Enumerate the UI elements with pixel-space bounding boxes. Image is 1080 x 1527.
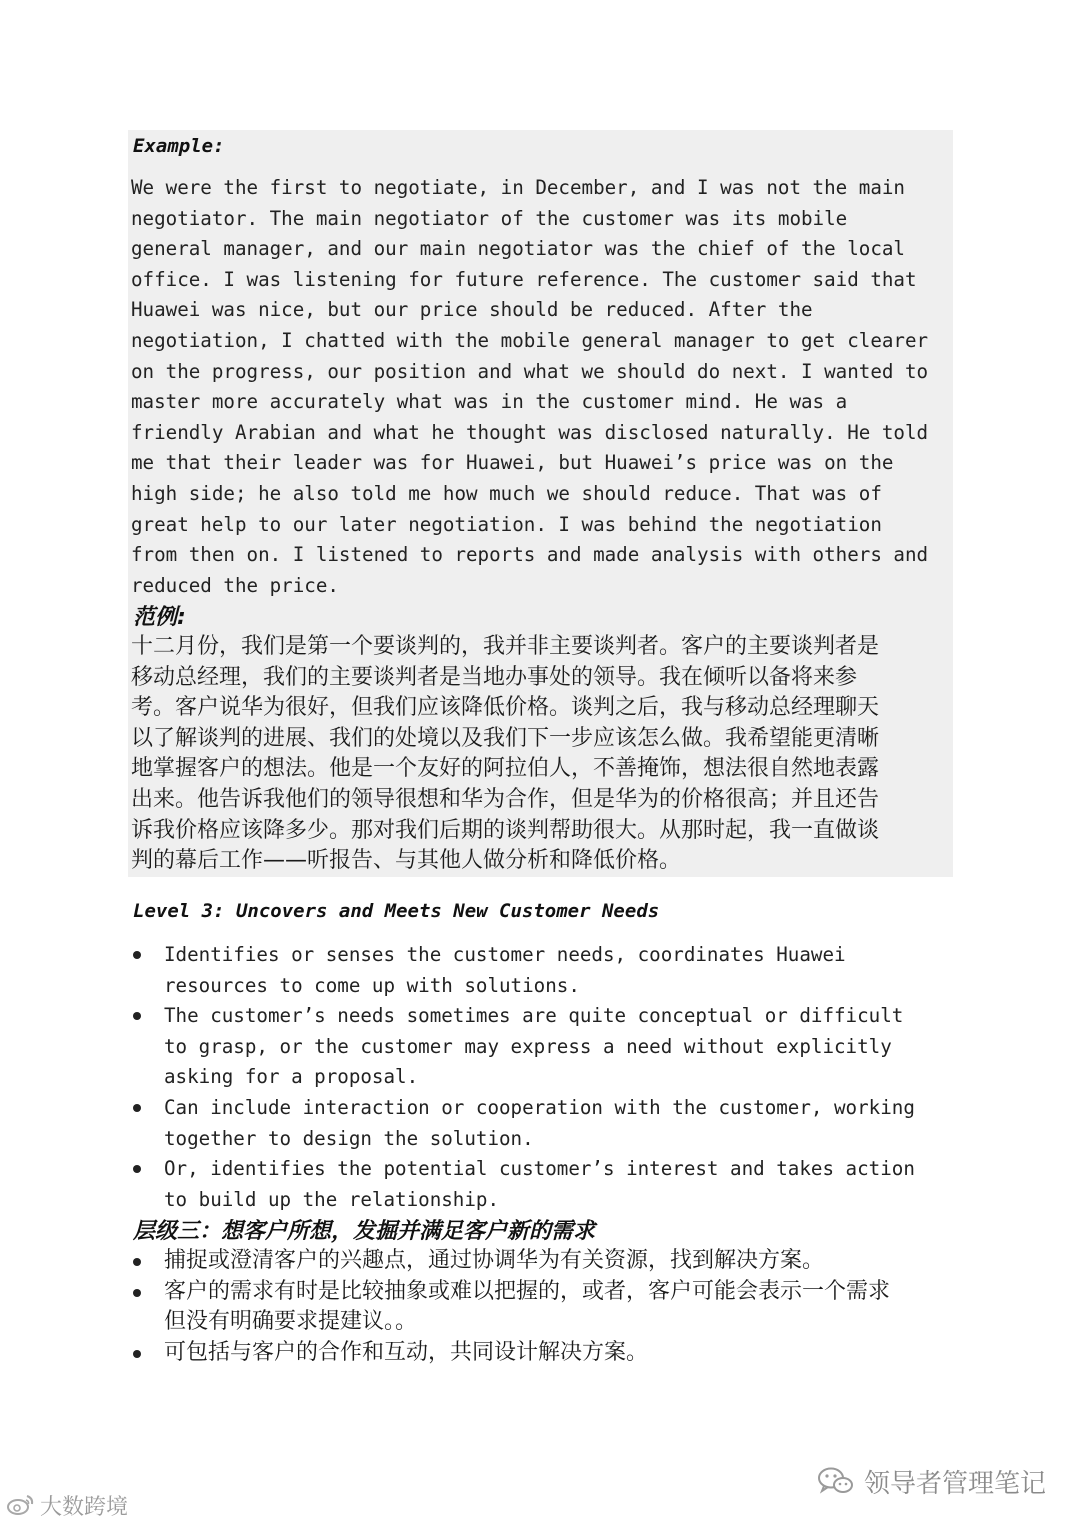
watermark-right-text: 领导者管理笔记: [863, 1468, 1046, 1499]
level3-bullet-list-en: [131, 940, 915, 1215]
text-line: 以了解谈判的进展、我们的处境以及我们下一步应该怎么做。我希望能更清晰: [131, 725, 880, 751]
text-line: master more accurately what was in the customer mind. He was a: [131, 390, 848, 414]
bullet-item: [131, 1093, 915, 1154]
bullet-text-line: Can include interaction or cooperation with the customer, working: [164, 1095, 915, 1119]
level3-heading-en: Level 3: Uncovers and Meets New Customer Needs: [133, 900, 660, 922]
text-line: high side; he also told me how much we should reduce. That was of: [131, 481, 882, 505]
text-line: from then on. I listened to reports and made analysis with others and: [131, 543, 929, 567]
example-paragraph-en: [131, 173, 928, 601]
bullet-text-line: to grasp, or the customer may express a need without explicitly: [164, 1034, 892, 1058]
bullet-dot-icon: [133, 951, 141, 959]
bullet-item: [131, 1154, 915, 1215]
bullet-item: [131, 1277, 890, 1338]
bullet-text-line: asking for a proposal.: [164, 1065, 419, 1089]
bullet-text-line: 可包括与客户的合作和互动，共同设计解决方案。: [164, 1339, 649, 1365]
bullet-text-line: 捕捉或澄清客户的兴趣点，通过协调华为有关资源，找到解决方案。: [164, 1248, 825, 1273]
text-line: negotiator. The main negotiator of the customer was its mobile: [131, 206, 848, 230]
text-line: Huawei was nice, but our price should be reduced. After the: [131, 298, 813, 322]
bullet-dot-icon: [133, 1289, 141, 1297]
watermark-left: [6, 1488, 128, 1522]
text-line: friendly Arabian and what he thought was disclosed naturally. He told: [131, 420, 929, 444]
example-heading: Example:: [133, 135, 225, 157]
text-line: me that their leader was for Huawei, but Huawei’s price was on the: [131, 451, 894, 475]
wechat-icon: [816, 1465, 856, 1497]
weibo-icon: [6, 1492, 36, 1518]
example-paragraph-zh: [131, 632, 879, 877]
bullet-text-line: 但没有明确要求提建议。。: [164, 1309, 418, 1335]
level3-bullet-list-zh: [131, 1246, 890, 1368]
bullet-text-line: to build up the relationship.: [164, 1187, 500, 1211]
bullet-dot-icon: [133, 1350, 141, 1358]
bullet-dot-icon: [133, 1165, 141, 1173]
text-line: 地掌握客户的想法。他是一个友好的阿拉伯人，不善掩饰，想法很自然地表露: [131, 756, 880, 782]
bullet-item: [131, 1001, 915, 1093]
text-line: 移动总经理，我们的主要谈判者是当地办事处的领导。我在倾听以备将来参: [131, 664, 858, 690]
bullet-dot-icon: [133, 1012, 141, 1020]
example-heading-zh: 范例:: [133, 605, 186, 630]
level3-heading-zh: 层级三：想客户所想，发掘并满足客户新的需求: [133, 1219, 596, 1244]
text-line: 出来。他告诉我他们的领导很想和华为合作，但是华为的价格很高；并且还告: [131, 786, 880, 812]
bullet-item: [131, 1338, 890, 1369]
text-line: on the progress, our position and what we should do next. I wanted to: [131, 359, 929, 383]
bullet-text-line: Identifies or senses the customer needs, coordinates Huawei: [164, 943, 846, 966]
watermark-left-text: 大数跨境: [40, 1494, 129, 1520]
text-line: 十二月份，我们是第一个要谈判的，我并非主要谈判者。客户的主要谈判者是: [131, 634, 880, 659]
text-line: 判的幕后工作——听报告、与其他人做分析和降低价格。: [131, 848, 682, 874]
text-line: negotiation, I chatted with the mobile general manager to get clearer: [131, 328, 929, 352]
bullet-text-line: The customer’s needs sometimes are quite conceptual or difficult: [164, 1004, 904, 1028]
text-line: 诉我价格应该降多少。那对我们后期的谈判帮助很大。从那时起，我一直做谈: [131, 817, 880, 843]
bullet-dot-icon: [133, 1258, 141, 1266]
bullet-text-line: together to design the solution.: [164, 1126, 534, 1150]
bullet-text-line: 客户的需求有时是比较抽象或难以把握的，或者，客户可能会表示一个需求: [164, 1278, 891, 1304]
text-line: general manager, and our main negotiator was the chief of the local: [131, 237, 905, 261]
bullet-text-line: resources to come up with solutions.: [164, 973, 580, 997]
text-line: office. I was listening for future reference. The customer said that: [131, 267, 917, 291]
text-line: reduced the price.: [131, 573, 339, 597]
bullet-text-line: Or, identifies the potential customer’s interest and takes action: [164, 1157, 915, 1181]
bullet-item: [131, 1246, 890, 1277]
bullet-item: [131, 940, 915, 1001]
bullet-dot-icon: [133, 1104, 141, 1112]
text-line: We were the first to negotiate, in December, and I was not the main: [131, 176, 905, 199]
watermark-right: [816, 1463, 1046, 1499]
text-line: 考。客户说华为很好，但我们应该降低价格。谈判之后，我与移动总经理聊天: [131, 695, 880, 721]
text-line: great help to our later negotiation. I was behind the negotiation: [131, 512, 882, 536]
